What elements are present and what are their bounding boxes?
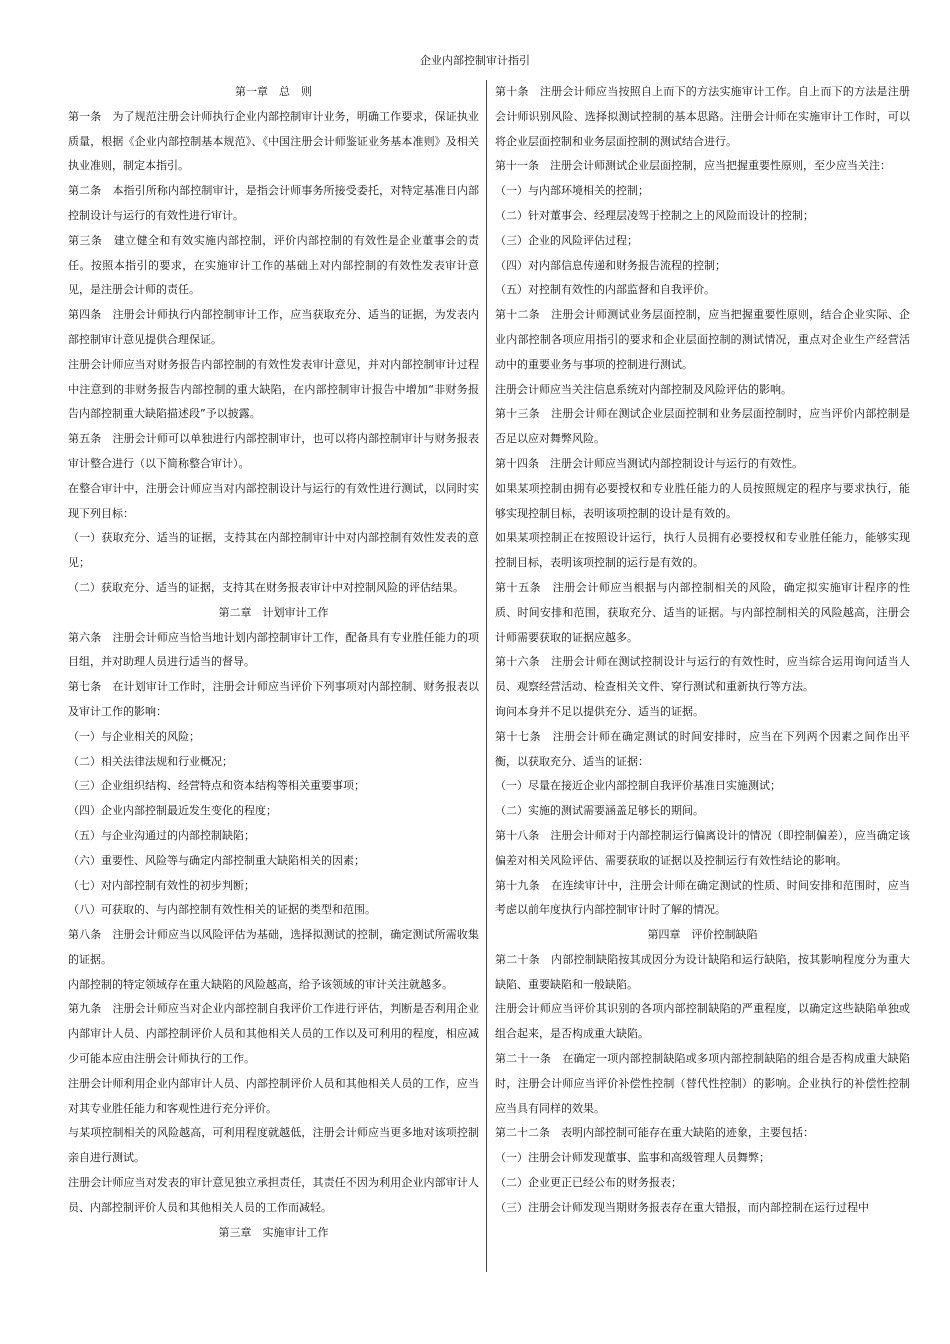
paragraph: 第九条 注册会计师应当对企业内部控制自我评价工作进行评估，判断是否利用企业内部审计人员、内部控制评价人员和其他相关人员的工作以及可利用的程度，相应减少可能本应由注册会计师执行的工作。 (68, 1002, 479, 1066)
paragraph: 第五条 注册会计师可以单独进行内部控制审计，也可以将内部控制审计与财务报表审计整合进行（以下简称整合审计）。 (68, 432, 479, 470)
chapter-heading: 第二章 计划审计工作 (218, 605, 329, 619)
right-column (495, 80, 910, 1221)
paragraph: 如果某项控制正在按照设计运行，执行人员拥有必要授权和专业胜任能力，能够实现控制目标，表明该项控制的运行是有效的。 (495, 531, 910, 570)
paragraph: 注册会计师应当对发表的审计意见独立承担责任，其责任不因为利用企业内部审计人员、内部控制评价人员和其他相关人员的工作而减轻。 (68, 1176, 479, 1214)
paragraph: （二）获取充分、适当的证据，支持其在财务报表审计中对控制风险的评估结果。 (68, 580, 464, 594)
paragraph: 第八条 注册会计师应当以风险评估为基础，选择拟测试的控制，确定测试所需收集的证据。 (68, 928, 479, 966)
paragraph: （五）对控制有效性的内部监督和自我评价。 (495, 283, 715, 297)
paragraph: （七）对内部控制有效性的初步判断； (68, 878, 255, 892)
paragraph: 第十条 注册会计师应当按照自上而下的方法实施审计工作。自上而下的方法是注册会计师识别风险、选择拟测试控制的基本思路。注册会计师在实施审计工作时，可以将企业层面控制和业务层面控制的测试结合进行。 (495, 85, 910, 148)
paragraph: 第十三条 注册会计师在测试企业层面控制和业务层面控制时，应当评价内部控制是否足以应对舞弊风险。 (495, 407, 910, 446)
paragraph: （三）企业的风险评估过程； (495, 233, 638, 247)
paragraph: （一）与内部环境相关的控制； (495, 184, 649, 198)
paragraph: （八）可获取的、与内部控制有效性相关的证据的类型和范围。 (68, 903, 376, 917)
paragraph: （二）针对董事会、经理层凌驾于控制之上的风险而设计的控制； (495, 208, 814, 222)
column-divider (486, 80, 487, 1272)
paragraph: 与某项控制相关的风险越高，可利用程度就越低，注册会计师应当更多地对该项控制亲自进行测试。 (68, 1126, 479, 1165)
paragraph: 注册会计师利用企业内部审计人员、内部控制评价人员和其他相关人员的工作，应当对其专业胜任能力和客观性进行充分评价。 (68, 1076, 479, 1115)
paragraph: （一）获取充分、适当的证据，支持其在内部控制审计中对内部控制有效性发表的意见； (68, 531, 479, 570)
paragraph: 注册会计师应当关注信息系统对内部控制及风险评估的影响。 (495, 382, 792, 396)
paragraph: 询问本身并不足以提供充分、适当的证据。 (495, 704, 704, 718)
paragraph: 注册会计师应当对财务报告内部控制的有效性发表审计意见，并对内部控制审计过程中注意到的非财务报告内部控制的重大缺陷，在内部控制审计报告中增加“非财务报告内部控制重大缺陷描述段”予以披露。 (68, 357, 479, 421)
paragraph: （二）实施的测试需要涵盖足够长的期间。 (495, 804, 704, 818)
paragraph: 第十一条 注册会计师测试企业层面控制，应当把握重要性原则，至少应当关注： (495, 159, 891, 173)
paragraph: 第十五条 注册会计师应当根据与内部控制相关的风险，确定拟实施审计程序的性质、时间安排和范围，获取充分、适当的证据。与内部控制相关的风险越高，注册会计师需要获取的证据应越多。 (495, 580, 910, 644)
paragraph: （六）重要性、风险等与确定内部控制重大缺陷相关的因素； (68, 853, 365, 867)
document-title: 企业内部控制审计指引 (420, 54, 530, 67)
chapter-heading: 第四章 评价控制缺陷 (647, 928, 758, 942)
paragraph: （二）相关法律法规和行业概况； (68, 754, 233, 768)
paragraph: 第二十条 内部控制缺陷按其成因分为设计缺陷和运行缺陷，按其影响程度分为重大缺陷、重要缺陷和一般缺陷。 (495, 952, 910, 991)
paragraph: 第二十二条 表明内部控制可能存在重大缺陷的迹象，主要包括： (495, 1126, 814, 1140)
paragraph: 第一条 为了规范注册会计师执行企业内部控制审计业务，明确工作要求，保证执业质量，根据《企业内部控制基本规范》、《中国注册会计师鉴证业务基本准则》及相关执业准则，制定本指引。 (68, 109, 479, 173)
paragraph: 第十二条 注册会计师测试业务层面控制，应当把握重要性原则，结合企业实际、企业内部控制各项应用指引的要求和企业层面控制的测试情况，重点对企业生产经营活动中的重要业务与事项的控制进行测试。 (495, 308, 910, 371)
paragraph: 第四条 注册会计师执行内部控制审计工作，应当获取充分、适当的证据，为发表内部控制审计意见提供合理保证。 (68, 308, 479, 346)
paragraph: （五）与企业沟通过的内部控制缺陷； (68, 828, 255, 842)
left-column (68, 80, 479, 1245)
paragraph: 注册会计师应当评价其识别的各项内部控制缺陷的严重程度，以确定这些缺陷单独或组合起来，是否构成重大缺陷。 (495, 1002, 910, 1041)
paragraph: （三）注册会计师发现当期财务报表存在重大错报，而内部控制在运行过程中 (495, 1200, 869, 1214)
paragraph: 第七条 在计划审计工作时，注册会计师应当评价下列事项对内部控制、财务报表以及审计工作的影响： (68, 680, 479, 718)
paragraph: 第十八条 注册会计师对于内部控制运行偏离设计的情况（即控制偏差），应当确定该偏差对相关风险评估、需要获取的证据以及控制运行有效性结论的影响。 (495, 828, 910, 867)
paragraph: 第十七条 注册会计师在确定测试的时间安排时，应当在下列两个因素之间作出平衡，以获取充分、适当的证据： (495, 729, 910, 768)
paragraph: 第三条 建立健全和有效实施内部控制，评价内部控制的有效性是企业董事会的责任。按照本指引的要求，在实施审计工作的基础上对内部控制的有效性发表审计意见，是注册会计师的责任。 (68, 233, 479, 297)
paragraph: （四）企业内部控制最近发生变化的程度； (68, 804, 277, 818)
paragraph: 第十四条 注册会计师应当测试内部控制设计与运行的有效性。 (495, 456, 803, 470)
paragraph: 内部控制的特定领域存在重大缺陷的风险越高，给予该领域的审计关注就越多。 (68, 977, 453, 991)
paragraph: （二）企业更正已经公布的财务报表； (495, 1176, 682, 1190)
paragraph: 在整合审计中，注册会计师应当对内部控制设计与运行的有效性进行测试，以同时实现下列目标： (68, 481, 479, 520)
paragraph: 第二条 本指引所称内部控制审计，是指会计师事务所接受委托，对特定基准日内部控制设计与运行的有效性进行审计。 (68, 184, 479, 222)
chapter-heading: 第一章 总 则 (235, 85, 312, 98)
paragraph: （四）对内部信息传递和财务报告流程的控制； (495, 258, 726, 272)
paragraph: 如果某项控制由拥有必要授权和专业胜任能力的人员按照规定的程序与要求执行，能够实现控制目标，表明该项控制的设计是有效的。 (495, 481, 910, 520)
paragraph: 第六条 注册会计师应当恰当地计划内部控制审计工作，配备具有专业胜任能力的项目组，并对助理人员进行适当的督导。 (68, 630, 479, 669)
paragraph: 第十六条 注册会计师在测试控制设计与运行的有效性时，应当综合运用询问适当人员、观察经营活动、检查相关文件、穿行测试和重新执行等方法。 (495, 655, 910, 694)
chapter-heading: 第三章 实施审计工作 (218, 1225, 329, 1239)
paragraph: （一）注册会计师发现董事、监事和高级管理人员舞弊； (495, 1151, 770, 1165)
paragraph: （一）尽量在接近企业内部控制自我评价基准日实施测试； (495, 779, 781, 793)
paragraph: 第十九条 在连续审计中，注册会计师在确定测试的性质、时间安排和范围时，应当考虑以前年度执行内部控制审计时了解的情况。 (495, 878, 910, 917)
paragraph: （一）与企业相关的风险； (68, 729, 200, 743)
paragraph: （三）企业组织结构、经营特点和资本结构等相关重要事项； (68, 779, 365, 793)
paragraph: 第二十一条 在确定一项内部控制缺陷或多项内部控制缺陷的组合是否构成重大缺陷时，注册会计师应当评价补偿性控制（替代性控制）的影响。企业执行的补偿性控制应当具有同样的效果。 (495, 1052, 910, 1115)
